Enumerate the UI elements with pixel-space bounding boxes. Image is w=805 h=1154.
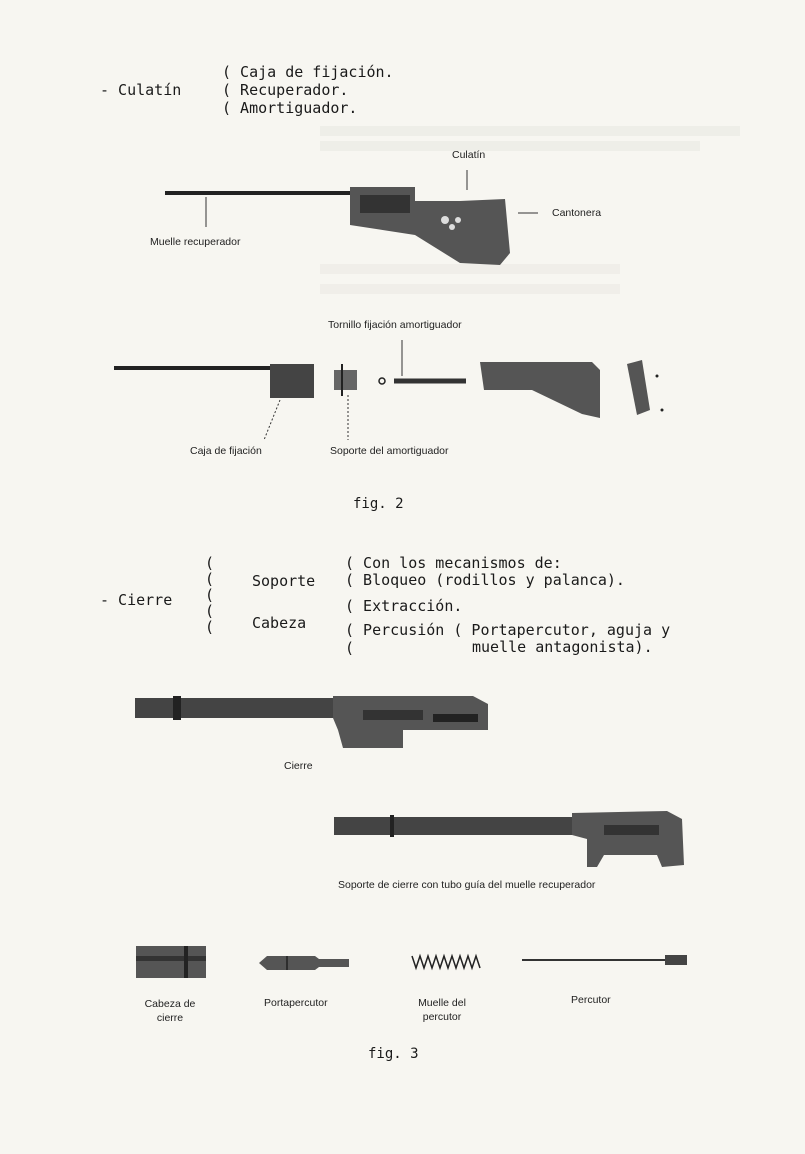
label-tornillo-fijacion: Tornillo fijación amortiguador [328,319,462,331]
bracket-column: ( ( ( ( ( [205,554,215,636]
bleed-through [320,126,740,136]
exploded-stock-illustration [112,340,682,430]
cierre-line: ( Extracción. [345,597,463,615]
culatin-item: ( Recuperador. [222,81,349,99]
bolt-head-illustration [134,944,209,980]
cierre-line: muelle antagonista). [472,638,653,656]
bolt-assembly-illustration [133,690,503,760]
label-muelle-recuperador: Muelle recuperador [150,236,241,248]
label-muelle-percutor-line: Muelle del [418,997,466,1009]
label-muelle-percutor-line: percutor [422,1011,462,1023]
cierre-line: ( Con los mecanismos de: [345,554,562,572]
culatin-item: ( Caja de fijación. [222,63,394,81]
culatin-item: ( Amortiguador. [222,99,358,117]
firing-pin-spring-illustration [410,954,485,970]
label-cierre: Cierre [284,760,313,772]
cierre-line: ( Percusión ( Portapercutor, aguja y [345,621,671,639]
bolt-carrier-illustration [332,805,692,875]
culatin-heading: - Culatín [100,81,182,99]
firing-pin-holder-illustration [257,953,352,973]
fig2-caption: fig. 2 [353,496,404,512]
label-caja-fijacion: Caja de fijación [190,445,262,457]
label-culatin: Culatín [452,149,486,161]
assembled-stock-illustration [160,165,560,275]
label-portapercutor: Portapercutor [264,997,328,1009]
label-percutor: Percutor [571,994,611,1006]
bleed-through [320,284,620,294]
label-soporte-amortiguador: Soporte del amortiguador [330,445,449,457]
cierre-heading: - Cierre [100,591,173,609]
label-muelle-percutor [410,996,474,1024]
label-cabeza-cierre [139,997,201,1025]
cierre-soporte-label: Soporte [252,572,316,590]
cierre-cabeza-label: Cabeza [252,614,307,632]
label-soporte-cierre: Soporte de cierre con tubo guía del muelle recuperador [338,879,596,891]
cierre-line: ( Bloqueo (rodillos y palanca). [345,571,625,589]
firing-pin-illustration [520,953,690,967]
bracket-char: ( [345,639,355,657]
label-cantonera: Cantonera [552,207,602,219]
label-cabeza-cierre-line: cierre [156,1012,184,1024]
fig3-caption: fig. 3 [368,1046,419,1062]
label-cabeza-cierre-line: Cabeza de [144,998,196,1010]
bleed-through [320,141,700,151]
